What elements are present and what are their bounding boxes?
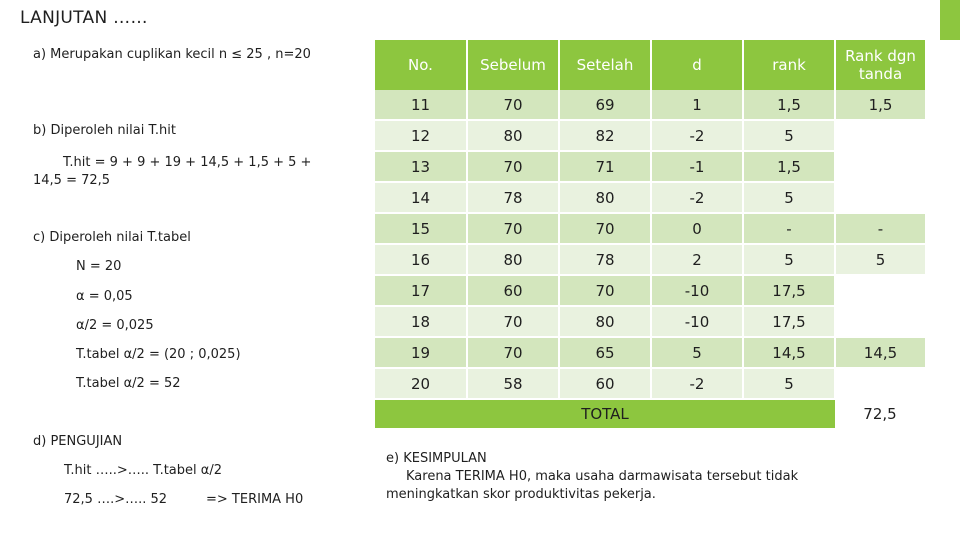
cell-rank-tanda: 14,5 (835, 337, 925, 368)
cell-rank-tanda (835, 368, 925, 399)
table-total-row (375, 399, 925, 428)
table-row (375, 337, 925, 368)
table-row (375, 306, 925, 337)
point-c-ttabel-2: T.tabel α/2 = 52 (76, 376, 181, 391)
point-c-title: c) Diperoleh nilai T.tabel (33, 230, 191, 245)
cell-sebelum: 78 (467, 182, 559, 213)
cell-d: -2 (651, 368, 743, 399)
cell-rank-tanda (835, 306, 925, 337)
table-row (375, 368, 925, 399)
point-c-ttabel-1: T.tabel α/2 = (20 ; 0,025) (76, 347, 241, 362)
point-c-alpha: α = 0,05 (76, 289, 133, 304)
point-a: a) Merupakan cuplikan kecil n ≤ 25 , n=20 (33, 47, 311, 62)
cell-setelah: 80 (559, 306, 651, 337)
cell-sebelum: 70 (467, 90, 559, 120)
point-b-formula: T.hit = 9 + 9 + 19 + 14,5 + 1,5 + 5 + 14,5 = 72,5 (33, 155, 312, 188)
cell-rank: 5 (743, 368, 835, 399)
header-setelah: Setelah (559, 40, 651, 90)
header-no: No. (375, 40, 467, 90)
cell-rank-tanda (835, 182, 925, 213)
table-row (375, 90, 925, 120)
cell-no: 17 (375, 275, 467, 306)
cell-setelah: 70 (559, 275, 651, 306)
cell-no: 16 (375, 244, 467, 275)
cell-rank: 17,5 (743, 275, 835, 306)
cell-sebelum: 58 (467, 368, 559, 399)
total-value: 72,5 (835, 399, 925, 428)
cell-d: -1 (651, 151, 743, 182)
table-row (375, 182, 925, 213)
point-d-line2a: 72,5 ….>….. 52 (64, 492, 168, 507)
cell-setelah: 71 (559, 151, 651, 182)
slide-title: LANJUTAN …… (20, 8, 148, 28)
cell-no: 18 (375, 306, 467, 337)
cell-no: 11 (375, 90, 467, 120)
conclusion-text: Karena TERIMA H0, maka usaha darmawisata tersebut tidak meningkatkan skor produktivitas pekerja. (386, 469, 799, 502)
cell-d: -2 (651, 182, 743, 213)
cell-sebelum: 70 (467, 337, 559, 368)
cell-sebelum: 70 (467, 306, 559, 337)
cell-no: 14 (375, 182, 467, 213)
cell-rank: 1,5 (743, 90, 835, 120)
cell-rank: 5 (743, 244, 835, 275)
cell-rank: - (743, 213, 835, 244)
accent-bar (940, 0, 960, 40)
point-d-title: d) PENGUJIAN (33, 434, 123, 449)
cell-sebelum: 70 (467, 213, 559, 244)
point-c-alpha-half: α/2 = 0,025 (76, 318, 154, 333)
cell-d: -10 (651, 275, 743, 306)
cell-d: 2 (651, 244, 743, 275)
cell-no: 12 (375, 120, 467, 151)
cell-d: 1 (651, 90, 743, 120)
cell-rank: 1,5 (743, 151, 835, 182)
cell-rank-tanda: 5 (835, 244, 925, 275)
table-row (375, 244, 925, 275)
conclusion-title: e) KESIMPULAN (386, 451, 487, 466)
cell-rank: 5 (743, 120, 835, 151)
cell-no: 15 (375, 213, 467, 244)
cell-rank-tanda (835, 275, 925, 306)
header-rank: rank (743, 40, 835, 90)
table-row (375, 151, 925, 182)
header-sebelum: Sebelum (467, 40, 559, 90)
cell-rank-tanda (835, 151, 925, 182)
point-d-line1: T.hit …..>….. T.tabel α/2 (64, 463, 222, 478)
cell-sebelum: 80 (467, 244, 559, 275)
cell-setelah: 60 (559, 368, 651, 399)
header-rank-dgn-tanda: Rank dgn tanda (835, 40, 925, 90)
cell-rank-tanda: - (835, 213, 925, 244)
cell-setelah: 78 (559, 244, 651, 275)
table-row (375, 275, 925, 306)
cell-setelah: 65 (559, 337, 651, 368)
point-b-title: b) Diperoleh nilai T.hit (33, 123, 176, 138)
cell-no: 19 (375, 337, 467, 368)
cell-setelah: 69 (559, 90, 651, 120)
cell-d: -10 (651, 306, 743, 337)
point-d-line2b: => TERIMA H0 (206, 492, 304, 507)
cell-rank-tanda (835, 120, 925, 151)
cell-rank: 14,5 (743, 337, 835, 368)
cell-rank: 5 (743, 182, 835, 213)
cell-setelah: 80 (559, 182, 651, 213)
cell-sebelum: 70 (467, 151, 559, 182)
cell-d: -2 (651, 120, 743, 151)
header-d: d (651, 40, 743, 90)
cell-sebelum: 80 (467, 120, 559, 151)
table-row (375, 120, 925, 151)
rank-table (375, 40, 925, 428)
table-header-row (375, 40, 925, 90)
cell-setelah: 82 (559, 120, 651, 151)
cell-sebelum: 60 (467, 275, 559, 306)
cell-rank: 17,5 (743, 306, 835, 337)
cell-d: 0 (651, 213, 743, 244)
total-label: TOTAL (375, 399, 835, 428)
cell-no: 20 (375, 368, 467, 399)
cell-no: 13 (375, 151, 467, 182)
cell-setelah: 70 (559, 213, 651, 244)
table-row (375, 213, 925, 244)
cell-d: 5 (651, 337, 743, 368)
point-c-n: N = 20 (76, 259, 122, 274)
cell-rank-tanda: 1,5 (835, 90, 925, 120)
